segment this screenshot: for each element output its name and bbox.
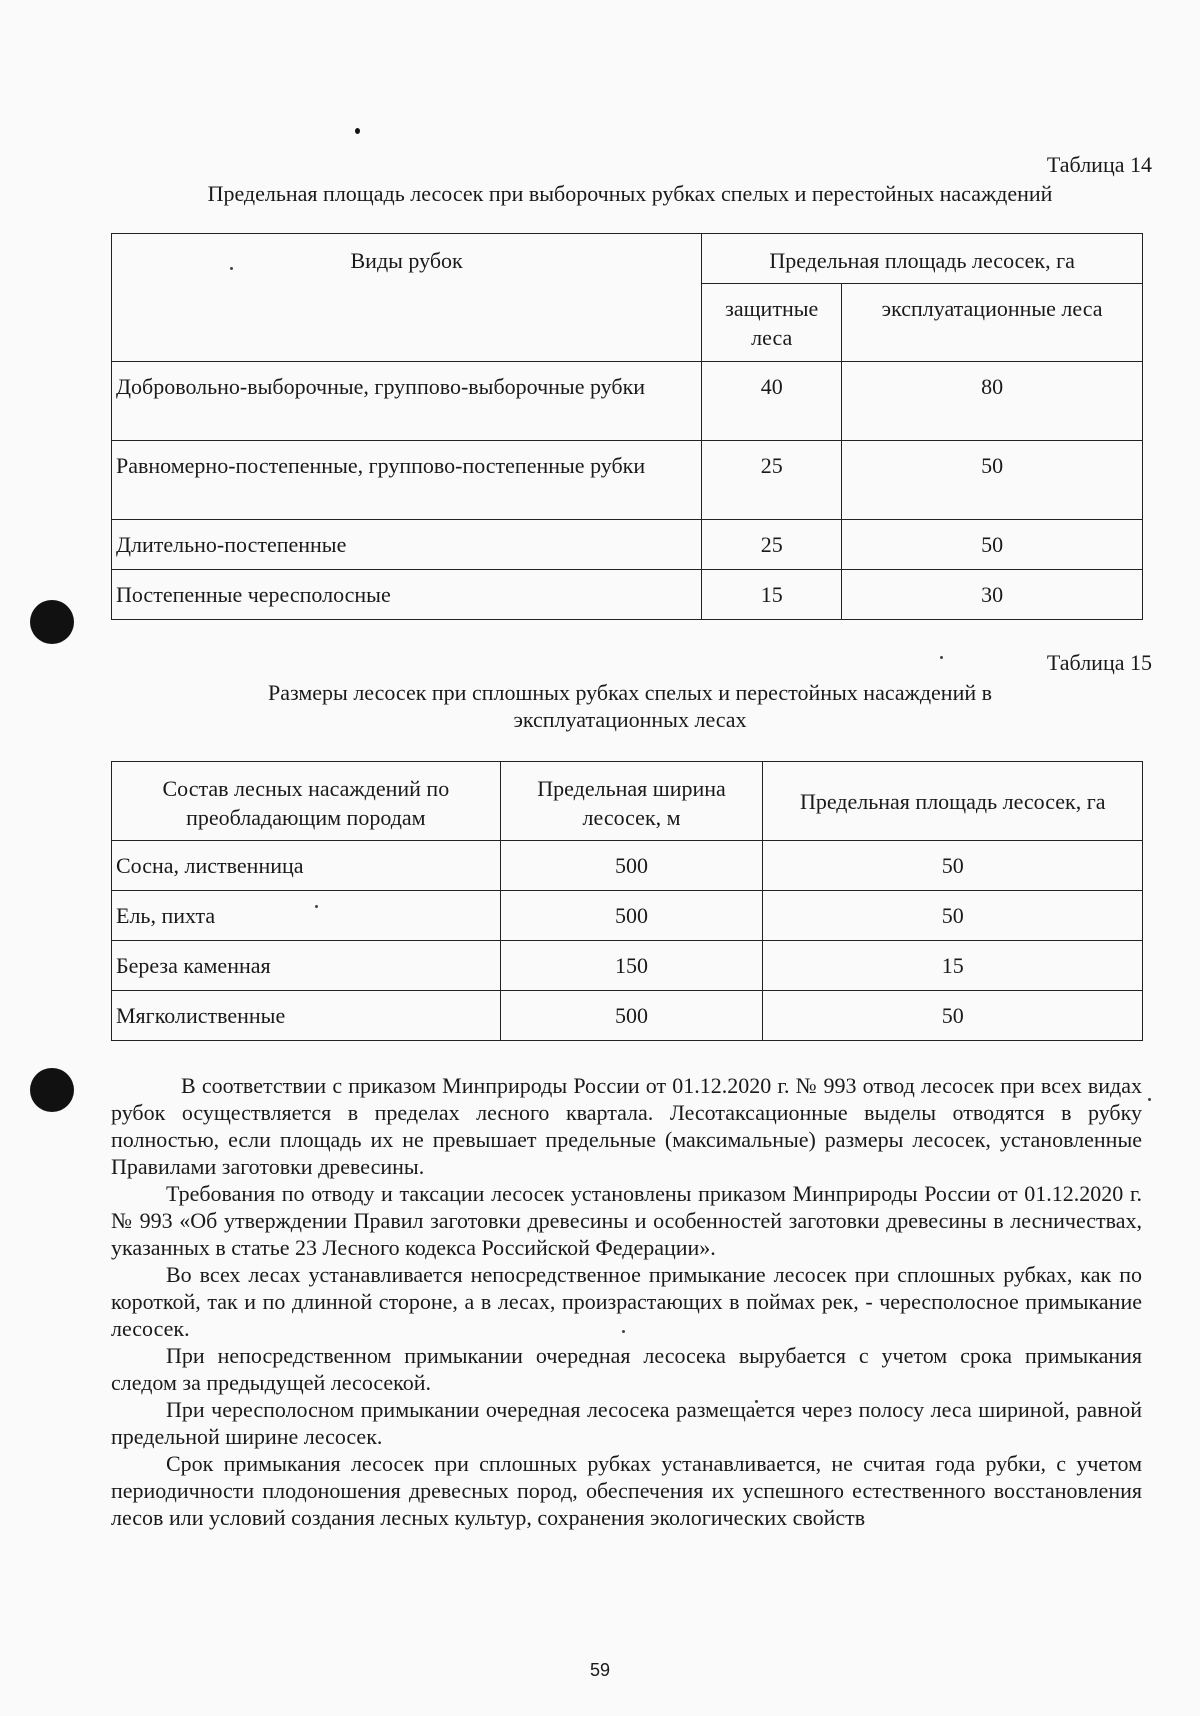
table15-species-name: Сосна, лиственница xyxy=(112,841,501,891)
table14-title: Предельная площадь лесосек при выборочных рубках спелых и перестойных насаждений xyxy=(207,181,1053,206)
table15-width-value: 500 xyxy=(500,891,763,941)
table15-header-area: Предельная площадь лесосек, га xyxy=(763,762,1143,841)
table14 xyxy=(111,233,1143,620)
table15-area-value: 50 xyxy=(763,891,1143,941)
table14-header-exploitation: эксплуатационные леса xyxy=(842,284,1143,362)
table14-header-area-group: Предельная площадь лесосек, га xyxy=(702,234,1143,284)
table14-header-cut-types: Виды рубок xyxy=(112,234,702,362)
table14-exploitation-value: 50 xyxy=(842,520,1143,570)
scan-speck xyxy=(355,128,360,134)
table15-species-name: Береза каменная xyxy=(112,941,501,991)
table-row xyxy=(112,991,1143,1041)
table15-area-value: 15 xyxy=(763,941,1143,991)
table14-protective-value: 15 xyxy=(702,570,842,620)
body-text xyxy=(111,1072,1142,1531)
table14-protective-value: 25 xyxy=(702,441,842,520)
table14-cut-name: Постепенные чересполосные xyxy=(112,570,702,620)
table15-species-name: Ель, пихта xyxy=(112,891,501,941)
paragraph: Во всех лесах устанавливается непосредственное примыкание лесосек при сплошных рубках, как по короткой, так и по длинной стороне, а в лесах, произрастающих в поймах рек, - чересполосное примыкание лесосек. xyxy=(111,1262,1142,1341)
table-row xyxy=(112,891,1143,941)
table14-protective-value: 25 xyxy=(702,520,842,570)
table15-area-value: 50 xyxy=(763,841,1143,891)
table15-title-line2: эксплуатационных лесах xyxy=(513,707,747,732)
table14-header-row xyxy=(112,234,1143,284)
table14-cut-name: Равномерно-постепенные, группово-постепенные рубки xyxy=(112,441,702,520)
table-row xyxy=(112,841,1143,891)
table15-species-name: Мягколиственные xyxy=(112,991,501,1041)
table15-width-value: 500 xyxy=(500,841,763,891)
paragraph: При чересполосном примыкании очередная лесосека размещается через полосу леса шириной, равной предельной ширине лесосек. xyxy=(111,1397,1142,1449)
table14-cut-name: Длительно-постепенные xyxy=(112,520,702,570)
table15 xyxy=(111,761,1143,1041)
table14-caption: Таблица 14 xyxy=(1046,152,1152,177)
table15-title-line1: Размеры лесосек при сплошных рубках спелых и перестойных насаждений в xyxy=(267,680,993,705)
table14-exploitation-value: 50 xyxy=(842,441,1143,520)
table14-exploitation-value: 30 xyxy=(842,570,1143,620)
table14-protective-value: 40 xyxy=(702,362,842,441)
table14-exploitation-value: 80 xyxy=(842,362,1143,441)
table15-caption: Таблица 15 xyxy=(1046,650,1152,675)
table15-header-species: Состав лесных насаждений по преобладающим породам xyxy=(112,762,501,841)
paragraph: При непосредственном примыкании очередная лесосека вырубается с учетом срока примыкания следом за предыдущей лесосекой. xyxy=(111,1343,1142,1395)
page-number: 59 xyxy=(589,1660,611,1680)
paragraph: Срок примыкания лесосек при сплошных рубках устанавливается, не считая года рубки, с учетом периодичности плодоношения древесных пород, обеспечения их успешного естественного восстановления лесов или условий создания лесных культур, сохранения экологических свойств xyxy=(111,1451,1142,1530)
punch-hole-bottom xyxy=(30,1068,74,1112)
table15-header-row xyxy=(112,762,1143,841)
table-row xyxy=(112,441,1143,520)
table15-header-width: Предельная ширина лесосек, м xyxy=(500,762,763,841)
table14-header-protective: защитные леса xyxy=(702,284,842,362)
paragraph: Требования по отводу и таксации лесосек установлены приказом Минприроды России от 01.12.2020 г. № 993 «Об утверждении Правил заготовки древесины и особенностей заготовки древесины в лесничествах, указанных в статье 23 Лесного кодекса Российской Федерации». xyxy=(111,1181,1142,1260)
table-row xyxy=(112,941,1143,991)
paragraph: В соответствии с приказом Минприроды России от 01.12.2020 г. № 993 отвод лесосек при всех видах рубок осуществляется в пределах лесного квартала. Лесотаксационные выделы отводятся в рубку полностью, если площадь их не превышает предельные (максимальные) размеры лесосек, установленные Правилами заготовки древесины. xyxy=(111,1073,1142,1179)
table14-cut-name: Добровольно-выборочные, группово-выборочные рубки xyxy=(112,362,702,441)
scan-speck xyxy=(1148,1098,1151,1101)
table15-area-value: 50 xyxy=(763,991,1143,1041)
scan-speck xyxy=(940,656,943,659)
table15-width-value: 500 xyxy=(500,991,763,1041)
table-row xyxy=(112,520,1143,570)
punch-hole-top xyxy=(30,600,74,644)
table-row xyxy=(112,362,1143,441)
table-row xyxy=(112,570,1143,620)
table15-width-value: 150 xyxy=(500,941,763,991)
